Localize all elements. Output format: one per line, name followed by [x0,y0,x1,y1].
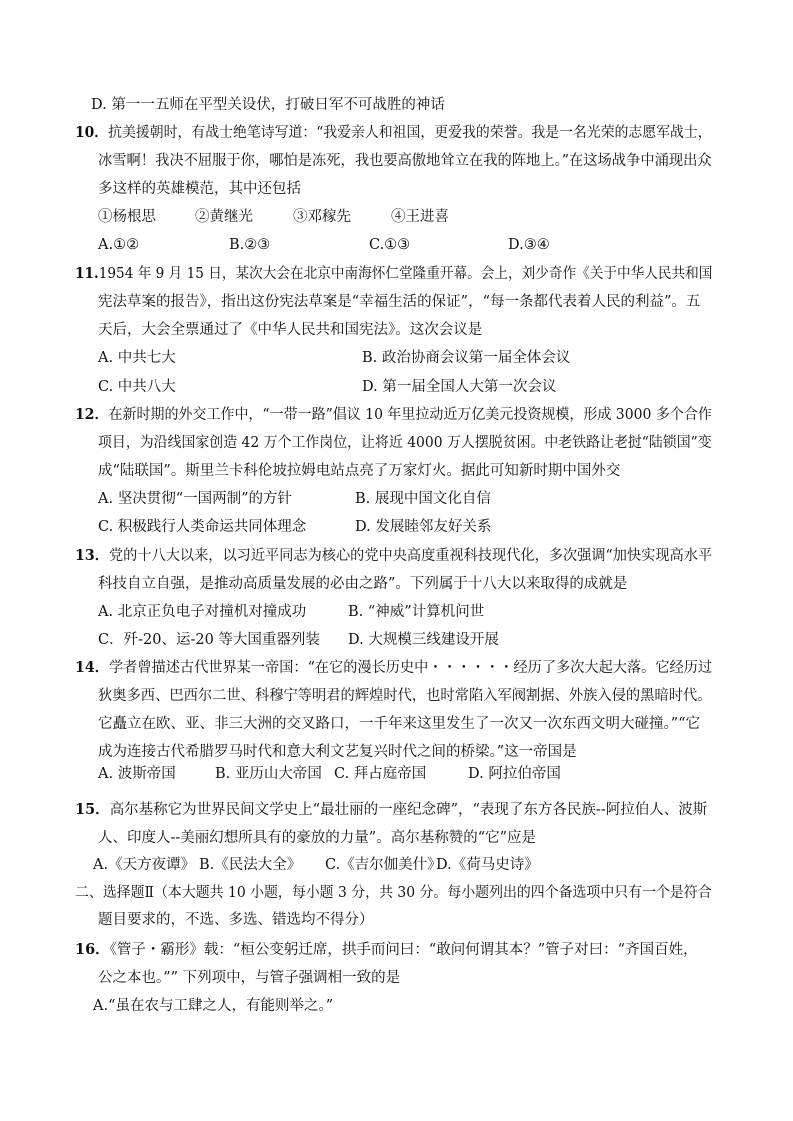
q13-option-b: B. “神威”计算机问世 [348,604,485,620]
q11-option-d: D. 第一届全国人大第一次会议 [362,379,557,395]
q15-stem-line-2: 人、印度人--美丽幻想所具有的豪放的力量”。高尔基称赞的“它”应是 [98,830,537,846]
q14-option-b: B. 亚历山大帝国 [215,766,322,782]
q15-option-d: D.《荷马史诗》 [436,857,539,873]
q16-stem-line-1: 16．《管子・霸形》载：“桓公变躬迁席，拱手而问曰：“敢问何谓其本？”管子对曰：“齐国百姓， [75,941,698,958]
q11-option-c: C. 中共八大 [98,379,176,395]
q10-option-a: A.①② [98,237,140,253]
q15-stem-line-1: 15．高尔基称它为世界民间文学史上“最壮丽的一座纪念碑”，“表现了东方各民族--阿拉伯人、波斯 [75,801,708,818]
q16-option-a: A.“虽在农与工肆之人，有能则举之。” [93,998,334,1014]
q10-stem-line-1: 10．抗美援朝时，有战士绝笔诗写道：“我爱亲人和祖国，更爱我的荣誉。我是一名光荣的志愿军战士， [75,124,712,141]
q10-stem-line-3: 多这样的英雄模范，其中还包括 [98,181,301,197]
q10-item-2: ②黄继光 [195,209,253,225]
q13-stem-line-2: 科技自立自强，是推动高质量发展的必由之路”。下列属于十八大以来取得的成就是 [98,576,628,592]
q12-option-d: D. 发展睦邻友好关系 [355,519,492,535]
q10-option-d: D.③④ [508,237,550,253]
q13-option-c: C．歼-20、运-20 等大国重器列装 [98,632,320,648]
q14-number: 14． [75,659,109,676]
q14-option-a: A. 波斯帝国 [98,766,176,782]
q13-stem-line-1: 13．党的十八大以来，以习近平同志为核心的党中央高度重视科技现代化，多次强调“加快实现高水平 [75,547,713,564]
q10-option-c: C.①③ [369,237,411,253]
q14-stem-line-4: 成为连接古代希腊罗马时代和意大利文艺复兴时代之间的桥梁。”这一帝国是 [98,744,577,760]
q15-number: 15． [75,801,110,818]
q11-stem-line-2: 宪法草案的报告》，指出这份宪法草案是“幸福生活的保证”，“每一条都代表着人民的利益”。五 [98,294,701,310]
q14-stem-line-2: 狄奥多西、巴西尔二世、科穆宁等明君的辉煌时代，也时常陷入军阀割据、外族入侵的黑暗时代。 [98,688,712,704]
q13-number: 13． [75,547,109,564]
q14-option-c: C. 拜占庭帝国 [334,766,427,782]
q10-stem-line-2: 冰雪啊！我决不屈服于你，哪怕是冻死，我也要高傲地耸立在我的阵地上。”在这场战争中涌现出众 [98,153,712,169]
q12-stem-line-1: 12．在新时期的外交工作中，“一带一路”倡议 10 年里拉动近万亿美元投资规模，形成 3000 多个合作 [75,406,712,423]
q14-stem-line-3: 它矗立在欧、亚、非三大洲的交叉路口，一千年来这里发生了一次又一次东西文明大碰撞。”“它 [98,716,701,732]
q15-option-b: B.《民法大全》 [199,857,302,873]
q12-option-b: B. 展现中国文化自信 [355,491,491,507]
q13-option-a: A. 北京正负电子对撞机对撞成功 [98,604,307,620]
q12-option-c: C. 积极践行人类命运共同体理念 [98,519,307,535]
q13-option-d: D. 大规模三线建设开展 [348,632,499,648]
q15-option-c: C.《吉尔伽美什》 [325,857,442,873]
section-2-heading-line-2: 题目要求的，不选、多选、错选均不得分） [98,912,374,928]
q10-item-4: ④王进喜 [391,209,449,225]
q14-stem-line-1: 14．学者曾描述古代世界某一帝国：“在它的漫长历史中・・・・・・经历了多次大起大落。它经历过 [75,659,713,676]
q9-option-d: D. 第一一五师在平型关设伏，打破日军不可战胜的神话 [91,97,445,113]
q11-stem-line-1: 11.1954 年 9 月 15 日，某次大会在北京中南海怀仁堂隆重开幕。会上，刘少奇作《关于中华人民共和国 [75,265,713,282]
q11-option-a: A. 中共七大 [98,350,176,366]
q14-option-d: D. 阿拉伯帝国 [468,766,561,782]
section-2-heading-line-1: 二、选择题Ⅱ（本大题共 10 小题，每小题 3 分，共 30 分。每小题列出的四个备选项中只有一个是符合 [75,885,712,901]
q12-number: 12． [75,406,109,423]
q10-item-1: ①杨根思 [98,209,156,225]
q12-option-a: A. 坚决贯彻“一国两制”的方针 [98,491,293,507]
q10-item-3: ③邓稼先 [293,209,351,225]
q11-stem-line-3: 天后，大会全票通过了《中华人民共和国宪法》。这次会议是 [98,322,483,338]
q16-number: 16． [75,941,110,958]
q11-option-b: B. 政治协商会议第一届全体会议 [362,350,571,366]
q10-option-b: B.②③ [229,237,271,253]
q12-stem-line-2: 项目，为沿线国家创造 42 万个工作岗位，让将近 4000 万人摆脱贫困。中老铁路让老挝“陆锁国”变 [98,435,712,451]
q10-number: 10． [75,124,109,141]
q15-option-a: A.《天方夜谭》 [93,857,196,873]
q11-number: 11. [75,265,99,282]
q16-stem-line-2: 公之本也。”” 下列项中，与管子强调相一致的是 [98,970,401,986]
q12-stem-line-3: 成“陆联国”。斯里兰卡科伦坡拉姆电站点亮了万家灯火。据此可知新时期中国外交 [98,463,621,479]
